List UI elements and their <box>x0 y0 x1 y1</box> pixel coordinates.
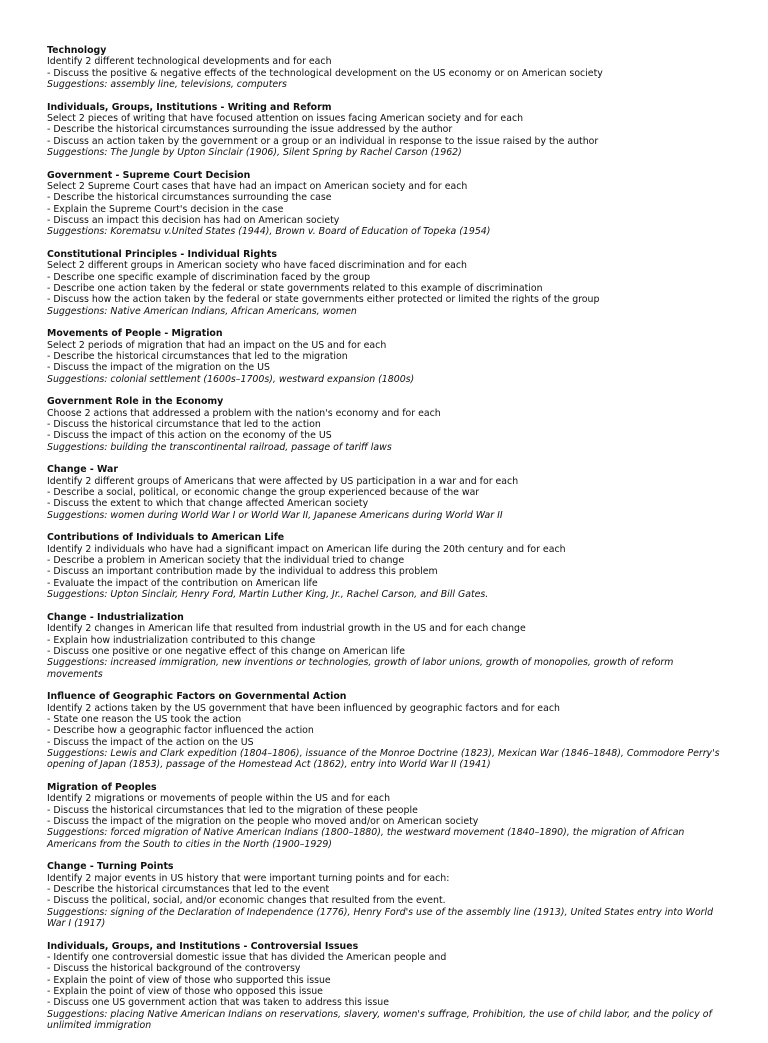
section-instruction: Identify 2 different technological developments and for each <box>47 56 332 68</box>
task-bullet: - Discuss one US government action that was taken to address this issue <box>47 997 389 1009</box>
topic-section <box>47 249 727 317</box>
section-instruction: Identify 2 major events in US history that were important turning points and for each: <box>47 872 450 884</box>
section-title: Government - Supreme Court Decision <box>47 169 251 181</box>
section-instruction: Identify 2 actions taken by the US government that have been influenced by geographic factors and for each <box>47 702 560 714</box>
task-bullet: - Describe the historical circumstances that led to the event <box>47 883 330 895</box>
task-bullet: - Discuss an action taken by the government or a group or an individual in response to the issue raised by the author <box>47 135 599 147</box>
section-title: Individuals, Groups, and Institutions - Controversial Issues <box>47 940 359 952</box>
section-instruction: Identify 2 different groups of Americans that were affected by US participation in a war and for each <box>47 475 519 487</box>
task-bullet: - Describe a problem in American society that the individual tried to change <box>47 555 405 567</box>
task-bullet: - Evaluate the impact of the contribution on American life <box>47 577 318 589</box>
section-title: Contributions of Individuals to American Life <box>47 532 285 544</box>
section-instruction: Select 2 pieces of writing that have focused attention on issues facing American society and for each <box>47 113 524 125</box>
section-title: Technology <box>47 45 107 56</box>
task-bullet: - Discuss the positive & negative effects of the technological development on the US economy or on American society <box>47 67 603 79</box>
topic-section <box>47 861 727 929</box>
topic-section <box>47 396 727 453</box>
topic-section <box>47 612 727 680</box>
task-bullet: - Discuss an important contribution made by the individual to address this problem <box>47 566 438 578</box>
task-bullet: - Discuss the impact of the migration on the people who moved and/or on American society <box>47 815 479 827</box>
task-bullet: - Discuss the impact of this action on the economy of the US <box>47 430 332 442</box>
section-suggestions: Suggestions: colonial settlement (1600s–1700s), westward expansion (1800s) <box>47 373 415 385</box>
task-bullet: - Describe one specific example of discrimination faced by the group <box>47 271 371 283</box>
section-suggestions: Suggestions: Lewis and Clark expedition (1804–1806), issuance of the Monroe Doctrine (1823), Mexican War (1846–1848), Commodore Perry's opening of Japan (1853), passage of the Homestead Act (1862), entry into World War II (1941) <box>47 747 720 771</box>
task-bullet: - Discuss one positive or one negative effect of this change on American life <box>47 645 405 657</box>
section-suggestions: Suggestions: The Jungle by Upton Sinclair (1906), Silent Spring by Rachel Carson (1962) <box>47 147 462 159</box>
section-suggestions: Suggestions: Native American Indians, African Americans, women <box>47 305 357 317</box>
section-title: Constitutional Principles - Individual Rights <box>47 249 277 261</box>
task-bullet: - Explain the Supreme Court's decision in the case <box>47 203 284 215</box>
section-instruction: Select 2 Supreme Court cases that have had an impact on American society and for each <box>47 181 468 193</box>
task-bullet: - Discuss the extent to which that change affected American society <box>47 498 369 510</box>
section-suggestions: Suggestions: forced migration of Native American Indians (1800–1880), the westward movement (1840–1890), the migration of African Americans from the South to cities in the North (1900–1929) <box>47 827 685 850</box>
section-suggestions: Suggestions: Upton Sinclair, Henry Ford, Martin Luther King, Jr., Rachel Carson, and Bill Gates. <box>47 589 489 601</box>
task-bullet: - Discuss an impact this decision has had on American society <box>47 215 340 227</box>
topic-section <box>47 532 727 600</box>
task-bullet: - Explain the point of view of those who opposed this issue <box>47 985 323 997</box>
task-bullet: - Discuss how the action taken by the federal or state governments either protected or limited the rights of the group <box>47 294 600 306</box>
section-instruction: Identify 2 individuals who have had a significant impact on American life during the 20th century and for each <box>47 543 566 555</box>
section-instruction: Identify 2 changes in American life that resulted from industrial growth in the US and for each change <box>47 623 526 635</box>
section-suggestions: Suggestions: placing Native American Indians on reservations, slavery, women's suffrage, Prohibition, the use of child labor, and the policy of unlimited immigration <box>47 1008 712 1031</box>
task-bullet: - Describe the historical circumstances that led to the migration <box>47 351 348 363</box>
topic-section <box>47 102 727 159</box>
section-title: Change - Turning Points <box>47 861 174 873</box>
section-title: Movements of People - Migration <box>47 328 223 340</box>
topic-section <box>47 691 727 770</box>
section-instruction: Choose 2 actions that addressed a problem with the nation's economy and for each <box>47 407 441 419</box>
section-suggestions: Suggestions: women during World War I or World War II, Japanese Americans during World War II <box>47 509 503 521</box>
task-bullet: - Identify one controversial domestic issue that has divided the American people and <box>47 951 447 963</box>
section-suggestions: Suggestions: signing of the Declaration of Independence (1776), Henry Ford's use of the assembly line (1913), United States entry into World War I (1917) <box>47 906 714 929</box>
topic-section <box>47 941 727 1032</box>
section-title: Individuals, Groups, Institutions - Writing and Reform <box>47 101 332 113</box>
topic-section <box>47 45 727 90</box>
document-body <box>47 45 727 1043</box>
section-title: Influence of Geographic Factors on Governmental Action <box>47 691 347 703</box>
section-title: Change - War <box>47 464 118 476</box>
topic-section <box>47 464 727 521</box>
section-title: Change - Industrialization <box>47 611 184 623</box>
task-bullet: - Describe the historical circumstances surrounding the case <box>47 192 332 204</box>
topic-section <box>47 782 727 850</box>
task-bullet: - Discuss the political, social, and/or economic changes that resulted from the event. <box>47 895 446 907</box>
task-bullet: - Describe a social, political, or economic change the group experienced because of the war <box>47 487 480 499</box>
task-bullet: - Discuss the historical circumstance that led to the action <box>47 419 321 431</box>
section-title: Government Role in the Economy <box>47 396 224 408</box>
task-bullet: - Discuss the historical background of the controversy <box>47 963 301 975</box>
task-bullet: - Describe how a geographic factor influenced the action <box>47 725 314 737</box>
task-bullet: - Discuss the impact of the migration on the US <box>47 362 270 374</box>
section-suggestions: Suggestions: Korematsu v.United States (1944), Brown v. Board of Education of Topeka (1954) <box>47 226 491 238</box>
task-bullet: - State one reason the US took the action <box>47 713 242 725</box>
section-title: Migration of Peoples <box>47 781 157 793</box>
section-suggestions: Suggestions: assembly line, televisions, computers <box>47 79 287 91</box>
section-instruction: Identify 2 migrations or movements of people within the US and for each <box>47 793 391 805</box>
task-bullet: - Discuss the impact of the action on the US <box>47 736 254 748</box>
section-instruction: Select 2 periods of migration that had an impact on the US and for each <box>47 339 387 351</box>
task-bullet: - Describe one action taken by the federal or state governments related to this example of discrimination <box>47 283 543 295</box>
task-bullet: - Discuss the historical circumstances that led to the migration of these people <box>47 804 418 816</box>
task-bullet: - Explain the point of view of those who supported this issue <box>47 974 331 986</box>
section-instruction: Select 2 different groups in American society who have faced discrimination and for each <box>47 260 467 272</box>
topic-section <box>47 170 727 238</box>
topic-section <box>47 328 727 385</box>
task-bullet: - Describe the historical circumstances surrounding the issue addressed by the author <box>47 124 453 136</box>
section-suggestions: Suggestions: building the transcontinental railroad, passage of tariff laws <box>47 441 392 453</box>
task-bullet: - Explain how industrialization contributed to this change <box>47 634 316 646</box>
section-suggestions: Suggestions: increased immigration, new inventions or technologies, growth of labor unions, growth of monopolies, growth of reform movements <box>47 657 674 680</box>
